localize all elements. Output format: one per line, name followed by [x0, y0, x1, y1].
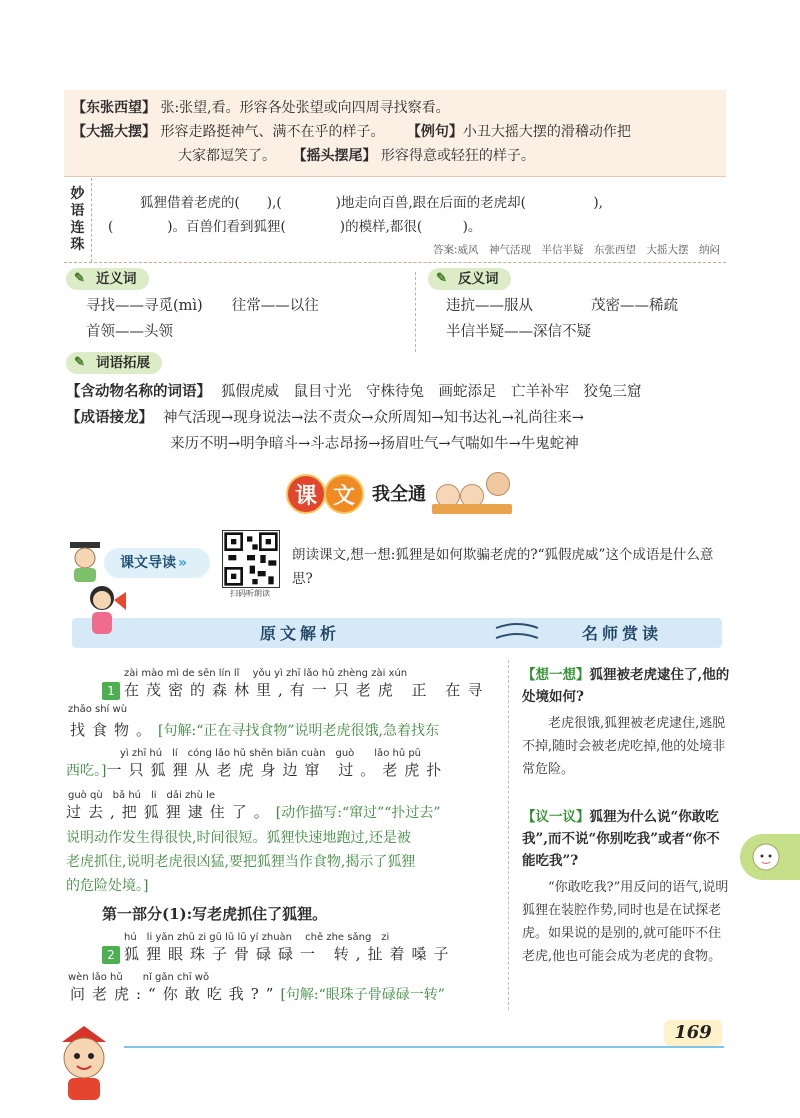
pencil-icon: ✎: [74, 271, 85, 286]
question-tag: 【议一议】: [522, 809, 590, 825]
teacher-illustration: [64, 540, 106, 584]
definition-term: 【摇头摆尾】: [292, 148, 377, 164]
extension-label: 词语拓展: [96, 355, 150, 371]
page-number: 169: [664, 1020, 722, 1046]
idiom-chain-row-1: [66, 408, 584, 428]
synonym-row-1: 寻找——寻觅(mì) 往常——以往: [86, 298, 319, 314]
synonym-tag: [66, 268, 149, 290]
fill-blank-line-2: ( )。百兽们看到狐狸( )的模样,都很( )。: [108, 219, 482, 235]
pinyin-line: guò qù bǎ hú li dǎi zhù le: [68, 790, 216, 801]
antonym-tag: [428, 268, 511, 290]
paragraph-text: 问老虎:“你敢吃我?”: [70, 985, 281, 1003]
definition-text: 形容走路挺神气、满不在乎的样子。: [160, 124, 385, 140]
paragraph-2-line-1: [102, 944, 456, 964]
paragraph-text: 找食物。: [70, 721, 159, 739]
pencil-icon: ✎: [74, 355, 85, 370]
definition-term: 【大摇大摆】: [72, 124, 156, 140]
definition-line-1: [72, 98, 450, 118]
section-title-right: 名师赏读: [582, 624, 663, 643]
animal-idioms-words: 狐假虎威 鼠目寸光 守株待兔 画蛇添足 亡羊补牢 狡兔三窟: [221, 384, 642, 400]
binder-ring-icon: [492, 622, 542, 644]
annotation-text: [动作描写:“窜过”“扑过去”: [275, 805, 441, 821]
side-char: 语: [70, 203, 85, 219]
pinyin-line: yì zhī hú lí cóng lǎo hǔ shēn biān cuàn guò lǎo hǔ pū: [120, 748, 422, 759]
pinyin-line: hú li yǎn zhū zi gū lū lū yí zhuàn chě zhe sǎng zi: [124, 932, 390, 943]
banner-char-circle: 课: [286, 474, 326, 514]
paragraph-1-line-3: [66, 760, 448, 781]
paragraph-text: 在茂密的森林里,有一只老虎 正 在寻: [124, 681, 490, 699]
pencil-icon: ✎: [436, 271, 447, 286]
fill-blank-side-label: [64, 178, 92, 262]
column-divider: [508, 660, 509, 1010]
guide-text: 朗读课文,想一想:狐狸是如何欺骗老虎的?“狐假虎威”这个成语是什么意思?: [292, 547, 714, 587]
definition-text: 张:张望,看。形容各处张望或向四周寻找察看。: [160, 100, 450, 116]
pinyin-line: zhǎo shí wù: [68, 704, 128, 715]
definition-line-2: [72, 122, 631, 142]
definition-text: 形容得意或轻狂的样子。: [380, 148, 535, 164]
part-summary: 第一部分(1):写老虎抓住了狐狸。: [102, 905, 328, 923]
banner-char-circle: 文: [324, 474, 364, 514]
question-text: 狐狸为什么说“你敢吃我”,而不说“你别吃我”或者“你不能吃我”?: [522, 809, 720, 869]
synonym-row-2: 首领——头领: [86, 324, 173, 340]
qr-code-icon[interactable]: [222, 530, 280, 588]
side-char: 妙: [70, 186, 85, 202]
annotation-text: [句解:“正在寻找食物”说明老虎很饿,急着找东: [158, 723, 439, 739]
guide-label-text: 课文导读: [120, 555, 176, 571]
section-banner: [282, 470, 518, 522]
definition-term: 【东张西望】: [72, 100, 156, 116]
synonym-label: 近义词: [96, 271, 137, 287]
banner-title: 我全通: [372, 484, 426, 505]
antonym-row-2: 半信半疑——深信不疑: [446, 324, 591, 340]
think-question: [522, 664, 732, 708]
mascot-illustration: [44, 1022, 124, 1102]
question-text: 狐狸被老虎逮住了,他的处境如何?: [522, 667, 730, 705]
idiom-chain-term: 【成语接龙】: [66, 409, 153, 426]
annotation-line: 的危险处境。]: [66, 878, 149, 894]
example-term: 【例句】: [406, 124, 463, 140]
section-title-left: 原文解析: [260, 624, 341, 643]
paragraph-text: 一只狐狸从老虎身边窜 过。老虎扑: [106, 761, 449, 779]
desk-illustration: [432, 504, 512, 514]
annotation-text: 西吃。]: [66, 763, 107, 779]
fill-blank-answer: 答案:威风 神气活现 半信半疑 东张西望 大摇大摆 纳闷: [432, 244, 720, 256]
footer-line: [124, 1046, 724, 1048]
section-header-bar: [72, 618, 722, 648]
think-answer: 老虎很饿,狐狸被老虎逮住,逃脱不掉,随时会被老虎吃掉,他的处境非常危险。: [522, 716, 726, 777]
side-tab-sheep-icon: [740, 834, 800, 880]
paragraph-number: 1: [102, 682, 120, 700]
annotation-line: 说明动作发生得很快,时间很短。狐狸快速地跑过,还是被: [66, 830, 411, 846]
fill-blank-box: [64, 178, 726, 263]
animal-idioms-term: 【含动物名称的词语】: [66, 383, 211, 400]
discuss-question: [522, 806, 732, 872]
question-tag: 【想一想】: [522, 667, 590, 683]
animal-idioms-row: [66, 382, 642, 402]
annotation-text: [句解:“眼珠子骨碌碌一转”: [280, 987, 445, 1003]
pinyin-line: zài mào mì de sēn lín lǐ yǒu yì zhī lǎo hǔ zhèng zài xún: [124, 668, 408, 679]
paragraph-1-line-1: [102, 680, 489, 700]
definition-box: [64, 90, 726, 177]
side-char: 连: [70, 220, 85, 236]
guide-label: [104, 548, 210, 578]
paragraph-2-line-2: [70, 984, 445, 1005]
definition-line-3: [178, 146, 535, 166]
extension-tag: [66, 352, 162, 374]
paragraph-1-line-4: [66, 802, 441, 823]
qr-caption: 扫码听朗读: [230, 589, 270, 598]
chevron-right-icon: »: [178, 555, 188, 571]
idiom-chain-row-2: 来历不明→明争暗斗→斗志昂扬→扬眉吐气→气喘如牛→牛鬼蛇神: [170, 436, 579, 452]
example-text: 小丑大摇大摆的滑稽动作把: [462, 124, 631, 140]
column-divider: [415, 272, 416, 352]
paragraph-text: 过去,把狐狸逮住了。: [66, 803, 276, 821]
kid-illustration: [486, 472, 510, 496]
antonym-label: 反义词: [458, 271, 499, 287]
girl-megaphone-illustration: [84, 580, 128, 642]
discuss-answer: “你敢吃我?”用反问的语气,说明狐狸在装腔作势,同时也是在试探老虎。如果说的是别的,就可能吓不住老虎,他也可能会成为老虎的食物。: [522, 880, 729, 964]
fill-blank-line-1: 狐狸借着老虎的( ),( )地走向百兽,跟在后面的老虎却( ),: [140, 195, 603, 211]
pinyin-line: wèn lǎo hǔ nǐ gǎn chī wǒ: [68, 972, 210, 983]
example-text: 大家都逗笑了。: [178, 148, 276, 164]
antonym-row-1: 违抗——服从 茂密——稀疏: [446, 298, 678, 314]
annotation-line: 老虎抓住,说明老虎很凶猛,要把狐狸当作食物,揭示了狐狸: [66, 854, 416, 870]
paragraph-text: 狐狸眼珠子骨碌碌一 转,扯着嗓子: [124, 945, 456, 963]
side-char: 珠: [70, 237, 85, 253]
idiom-chain-text: 神气活现→现身说法→法不责众→众所周知→知书达礼→礼尚往来→: [163, 410, 584, 426]
paragraph-1-line-2: [70, 720, 439, 741]
paragraph-number: 2: [102, 946, 120, 964]
